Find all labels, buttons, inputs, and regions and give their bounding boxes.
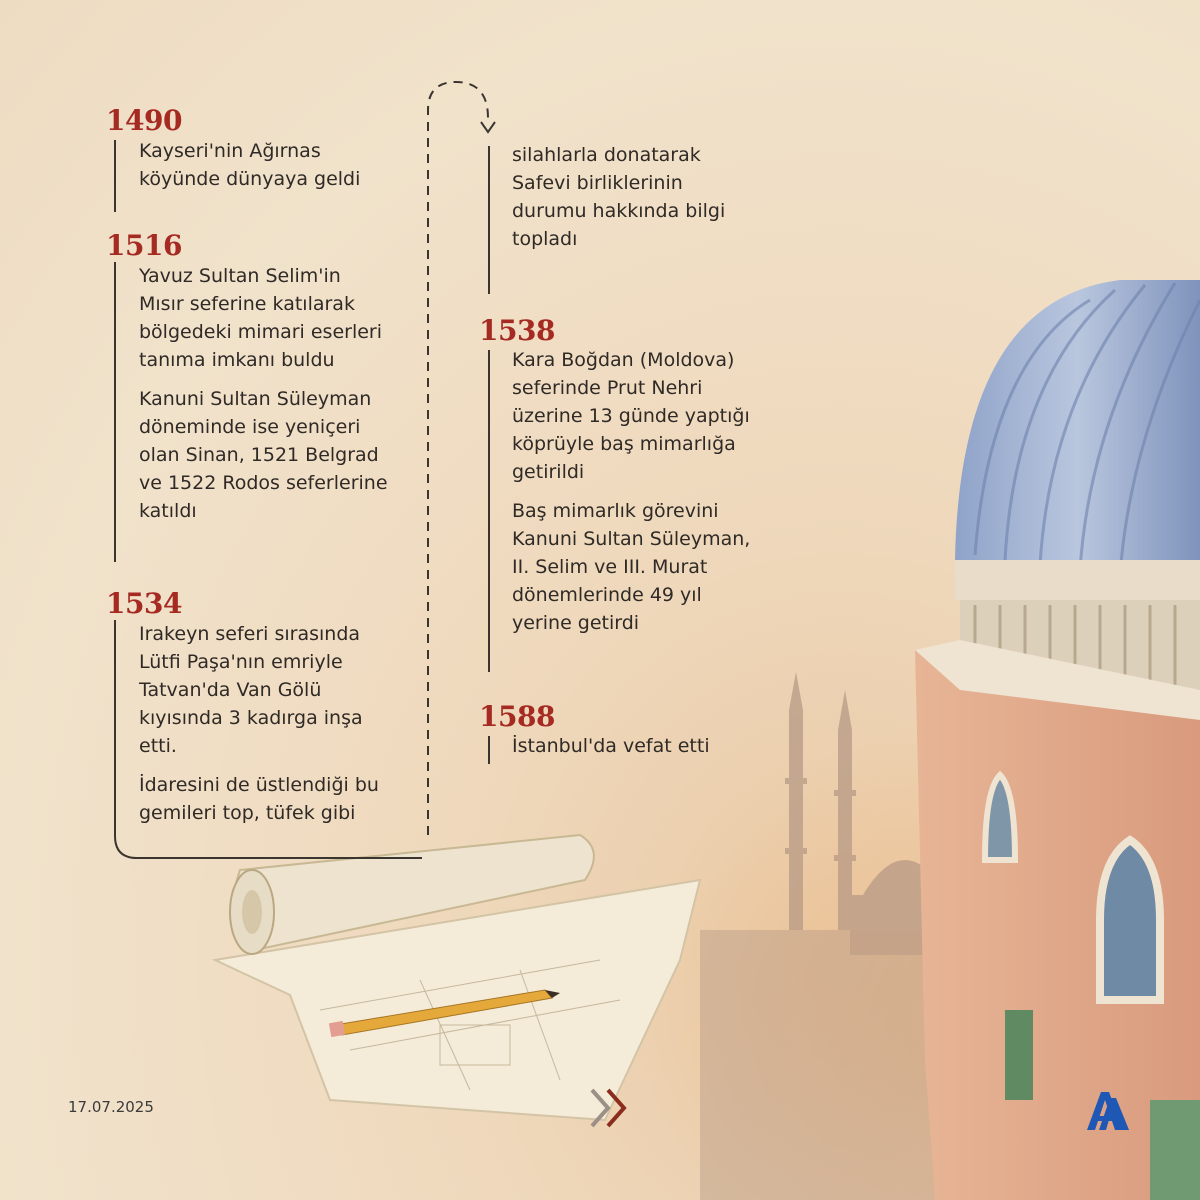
timeline-line-1538 — [488, 350, 490, 672]
year-1490: 1490 — [106, 104, 182, 137]
tomb-building — [915, 280, 1200, 1200]
timeline-line-1516 — [114, 262, 116, 562]
publish-date: 17.07.2025 — [68, 1098, 154, 1116]
entry-1490-text: Kayseri'nin Ağırnas köyünde dünyaya geldi — [139, 140, 361, 190]
timeline-line-cont — [488, 146, 490, 294]
entry-1588-text: İstanbul'da vefat etti — [512, 735, 710, 757]
entry-1516-text-2: Kanuni Sultan Süleyman döneminde ise yeniçeri olan Sinan, 1521 Belgrad ve 1522 Rodos seferlerine katıldı — [139, 388, 388, 522]
continuation-connector — [410, 60, 500, 860]
entry-1538-text-1: Kara Boğdan (Moldova) seferinde Prut Nehri üzerine 13 günde yaptığı köprüyle baş mimarlığa getirildi — [512, 349, 750, 483]
timeline-line-1490 — [114, 140, 116, 212]
year-1538: 1538 — [479, 314, 555, 347]
entry-continued-text: silahlarla donatarak Safevi birliklerinin durumu hakkında bilgi topladı — [512, 144, 726, 250]
year-1516: 1516 — [106, 229, 182, 262]
timeline-line-1588 — [488, 736, 490, 764]
aa-logo-icon — [1083, 1086, 1133, 1132]
entry-1538-text-2: Baş mimarlık görevini Kanuni Sultan Süleyman, II. Selim ve III. Murat dönemlerinde 49 yıl yerine getirdi — [512, 500, 751, 634]
year-1534: 1534 — [106, 587, 182, 620]
next-arrow-icon[interactable] — [586, 1086, 636, 1130]
year-1588: 1588 — [479, 700, 555, 733]
entry-1534-text-2: İdaresini de üstlendiği bu gemileri top, tüfek gibi — [139, 774, 379, 824]
entry-1534-text-1: Irakeyn seferi sırasında Lütfi Paşa'nın emriyle Tatvan'da Van Gölü kıyısında 3 kadırga inşa etti. — [139, 623, 363, 757]
entry-1516-text-1: Yavuz Sultan Selim'in Mısır seferine katılarak bölgedeki mimari eserleri tanıma imkanı buldu — [139, 265, 383, 371]
